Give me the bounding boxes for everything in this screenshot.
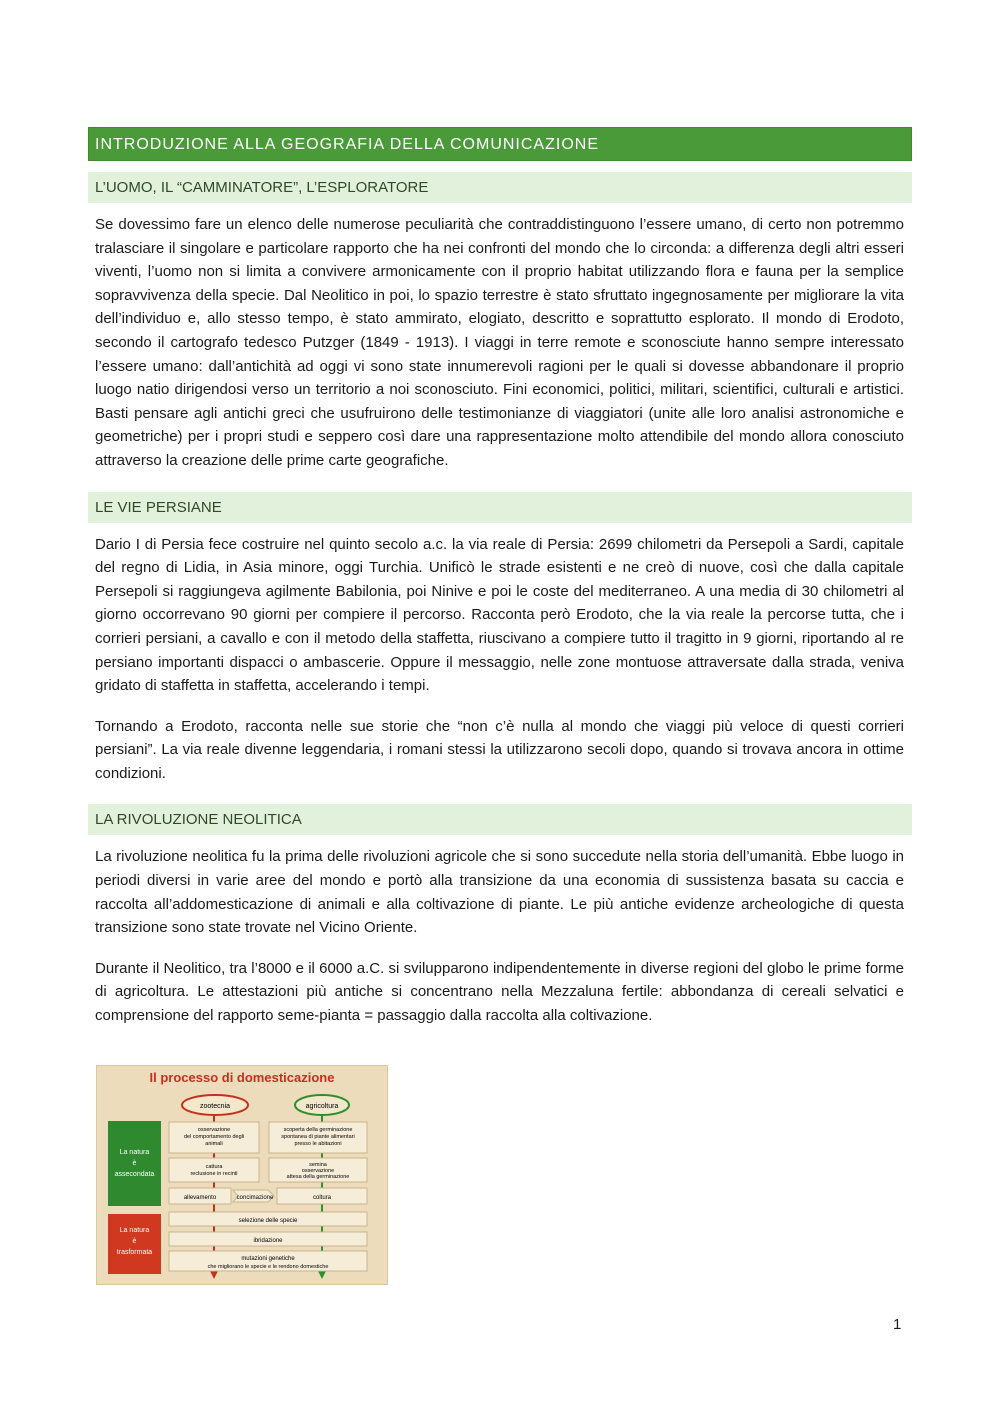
section-heading-neolithic: LA RIVOLUZIONE NEOLITICA [88,804,912,835]
side-box-assecondata-line: assecondata [114,1171,155,1178]
box-coltura-label: coltura [312,1195,332,1201]
paragraph: Durante il Neolitico, tra l’8000 e il 6000 a.C. si svilupparono indipendentemente in diverse regioni del globo le prime forme di agricoltura. Le attestazioni più antiche si concentrano nella Mezzaluna fertile: abbondanza di cereali selvatici e comprensione del rapporto seme-pianta = passaggio dalla raccolta alla coltivazione. [95,959,904,1025]
domestication-diagram [96,1065,388,1285]
box-mutation-line: mutazioni genetiche [241,1256,295,1262]
paragraph: Tornando a Erodoto, racconta nelle sue storie che “non c’è nulla al mondo che viaggi più veloce di questi corrieri persiani”. La via reale divenne leggendaria, i romani stessi la utilizzarono secoli dopo, quando si trovava ancora in ottime condizioni. [95,717,904,782]
box-sowing-line: attesa della germinazione [286,1174,350,1180]
section-heading-persian-roads: LE VIE PERSIANE [88,492,912,523]
section-heading-explorer: L’UOMO, IL “CAMMINATORE”, L’ESPLORATORE [88,172,912,203]
oval-zootecnia-label: zootecnia [200,1103,230,1110]
document-page [88,127,912,1028]
page-number: 1 [893,1316,902,1333]
box-selection-label: selezione delle specie [238,1218,298,1224]
box-observation-animals-line: del comportamento degli [183,1134,245,1140]
box-observation-animals-line: animali [205,1141,223,1147]
box-observation-animals-line: osservazione [197,1127,231,1133]
box-sowing-line: semina [309,1162,327,1168]
box-germination-discovery-line: spontanea di piante alimentari [281,1134,355,1140]
side-box-assecondata-line: La natura [119,1149,150,1156]
side-box-trasformata-line: trasformata [116,1249,153,1256]
box-allevamento-label: allevamento [183,1195,217,1201]
oval-agricoltura-label: agricoltura [305,1103,339,1110]
box-hybrid-label: ibridazione [253,1238,283,1244]
box-germination-discovery-line: presso le abitazioni [294,1141,342,1147]
box-germination-discovery-line: scoperta della germinazione [283,1127,353,1133]
side-box-trasformata-line: è [132,1238,137,1245]
box-capture-line: reclusione in recinti [190,1171,238,1177]
domestication-diagram-svg [97,1066,387,1284]
paragraph: Dario I di Persia fece costruire nel quinto secolo a.c. la via reale di Persia: 2699 chilometri da Persepoli a Sardi, capitale del regno di Lidia, in Asia minore, oggi Turchia. Unificò le strade esistenti e ne creò di nuove, così che dalla capitale Persepoli si raggiungeva agilmente Babilonia, poi Ninive e poi le coste del mediterraneo. A una media di 30 chilometri al giorno occorrevano 90 giorni per compiere il percorso. Racconta però Erodoto, che la via reale la percorse tutta, che i corrieri persiani, a cavallo e con il metodo della staffetta, riuscivano a compiere tutto il tragitto in 9 giorni, riportando al re persiano importanti dispacci o ambascerie. Oppure il messaggio, nelle zone montuose attraversate dalla strada, veniva gridato di staffetta in staffetta, accelerando i tempi. [95,535,904,695]
side-box-assecondata-line: è [132,1160,137,1167]
box-sowing-line: osservazione [301,1168,335,1174]
box-mutation-line: che migliorano le specie e le rendono domestiche [207,1264,329,1270]
paragraph: La rivoluzione neolitica fu la prima delle rivoluzioni agricole che si sono succedute nella storia dell’umanità. Ebbe luogo in periodi diversi in varie aree del mondo e portò alla transizione da una economia di sussistenza basata su caccia e raccolta all’addomesticazione di animali e alla coltivazione di piante. Le più antiche evidenze archeologiche di questa transizione sono state trovate nel Vicino Oriente. [95,848,904,937]
document-title: INTRODUZIONE ALLA GEOGRAFIA DELLA COMUNICAZIONE [88,127,912,161]
left-arrow-icon [210,1271,218,1279]
right-arrow-icon [318,1271,326,1279]
box-capture-line: cattura [205,1164,223,1170]
side-box-trasformata-line: La natura [119,1227,150,1234]
box-capture [169,1158,259,1182]
paragraph: Se dovessimo fare un elenco delle numerose peculiarità che contraddistinguono l’essere umano, di certo non potremmo tralasciare il singolare e particolare rapporto che ha nei confronti del mondo che lo circonda: a differenza degli altri esseri viventi, l’uomo non si limita a convivere armonicamente con il proprio habitat utilizzando flora e fauna per la semplice sopravvivenza della specie. Dal Neolitico in poi, lo spazio terrestre è stato sfruttato ingegnosamente per migliorare la vita dell’individuo e, allo stesso tempo, è stato ammirato, elogiato, descritto e soprattutto esplorato. Il mondo di Erodoto, secondo il cartografo tedesco Putzger (1849 - 1913). I viaggi in terre remote e sconosciute hanno sempre interessato l’essere umano: dall’antichità ad oggi vi sono state innumerevoli ragioni per le quali si dovesse abbandonare il proprio luogo natio dirigendosi verso un territorio a noi sconosciuto. Fini economici, politici, militari, scientifici, culturali e artistici. Basti pensare agli antichi greci che usufruirono delle testimonianze di viaggiatori (unite alle loro analisi astronomiche e geometriche) per i propri studi e seppero così dare una rappresentazione molto attendibile del mondo allora conosciuto attraverso la creazione delle prime carte geografiche. [95,216,904,469]
figure-title: Il processo di domesticazione [149,1070,335,1085]
box-concimazione-label: concimazione [236,1195,274,1201]
